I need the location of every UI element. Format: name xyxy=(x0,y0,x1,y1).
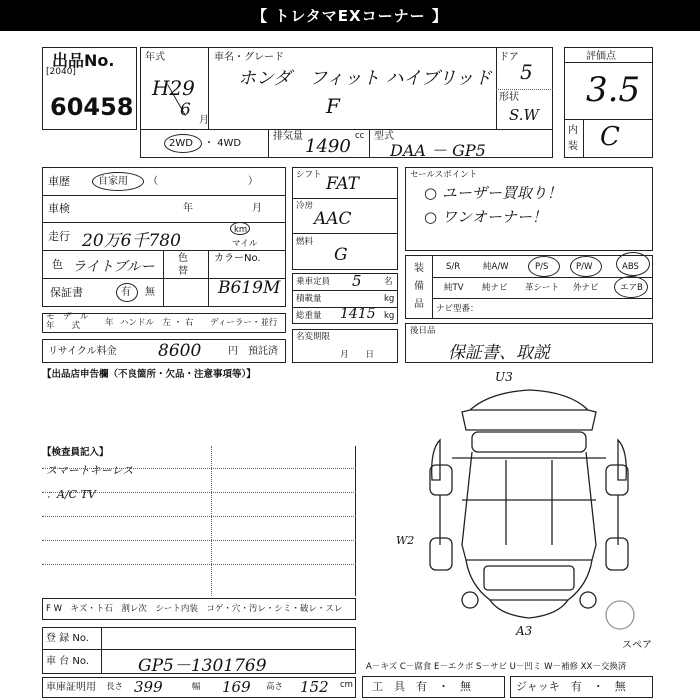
equip-l2: 備 xyxy=(414,281,424,292)
equip-r2-2: 革シート xyxy=(525,283,560,293)
interior-value: C xyxy=(600,122,620,152)
deregist-label: 名変期限 xyxy=(296,332,331,342)
door-value: 5 xyxy=(520,60,533,84)
load-unit: kg xyxy=(384,294,395,304)
color-label: 色 xyxy=(52,258,63,271)
equip-l3: 品 xyxy=(414,299,424,310)
mileage-value: 20万6千780 xyxy=(82,231,181,251)
map-a3: A3 xyxy=(516,624,533,638)
shape-value: S.W xyxy=(509,106,539,124)
cert-unit: cm xyxy=(340,680,353,690)
mileage-unit-km: km xyxy=(234,225,248,235)
lot-number: 60458 xyxy=(50,93,134,121)
engine-value: 1490 xyxy=(305,136,351,157)
airbag-circle xyxy=(614,276,648,298)
cert-len-label: 長さ xyxy=(106,682,124,692)
cert-hei-label: 高さ xyxy=(266,682,284,692)
score-label: 評価点 xyxy=(586,51,616,62)
chassis-value: GP5－1301769 xyxy=(138,656,267,676)
spare-label: スペア xyxy=(622,640,652,651)
equip-r2-1: 純ナビ xyxy=(482,283,508,293)
equip-r1-1: 純A/W xyxy=(483,262,509,272)
warranty-yes: 有 xyxy=(121,287,131,298)
warranty-label: 保証書 xyxy=(50,286,83,299)
color-change-2: 替 xyxy=(178,266,188,277)
map-u3: U3 xyxy=(495,370,513,384)
fuel-value: G xyxy=(334,245,348,265)
recycle-unit: 円 預託済 xyxy=(228,346,278,357)
equip-r2-0: 純TV xyxy=(444,283,464,293)
model-year-l1: モ デ ル xyxy=(46,312,89,322)
color-no-label: カラーNo. xyxy=(214,253,261,264)
color-change-1: 色 xyxy=(178,253,188,264)
equip-r1-2: P/S xyxy=(535,262,549,272)
year-month-unit: 月 xyxy=(199,115,209,126)
cert-wid: 169 xyxy=(222,678,251,696)
equip-r2-3: 外ナビ xyxy=(573,283,599,293)
model-value: DAA － GP5 xyxy=(390,141,486,160)
cooler-value: AAC xyxy=(314,209,352,229)
capacity-value: 5 xyxy=(352,272,362,290)
car-diagram xyxy=(400,370,670,640)
model-year-l2: 年 式 xyxy=(46,321,81,331)
regno-label: 登 録 No. xyxy=(46,633,89,644)
inspector-label: 【検査員記入】 xyxy=(42,447,109,458)
equip-navi: ナビ型番： xyxy=(436,304,479,314)
score-value: 3.5 xyxy=(586,70,641,110)
model-year-dealer: ディーラー・並行 xyxy=(210,318,278,328)
weight-label: 総重量 xyxy=(296,311,322,321)
map-w2: W2 xyxy=(396,534,415,547)
engine-label: 排気量 xyxy=(273,131,303,142)
km-circle xyxy=(230,222,250,235)
inspection-month-unit: 月 xyxy=(252,203,262,214)
car-grade: F xyxy=(326,94,340,118)
after-value: 保証書、取説 xyxy=(448,343,550,363)
model-label: 型式 xyxy=(374,131,394,142)
history-opt: 自家用 xyxy=(98,176,128,187)
legend-text: A－キズ C－腐食 E－エクボ S－サビ U－凹ミ W－補修 XX－交換済 xyxy=(366,662,627,672)
inspection-year-unit: 年 xyxy=(183,203,193,214)
inspection-label: 車検 xyxy=(48,202,70,215)
sheet-header: 【 トレタマEXコーナー 】 xyxy=(0,0,700,31)
car-name: ホンダ フィット ハイブリッド xyxy=(238,68,492,89)
history-label: 車歴 xyxy=(48,175,70,188)
sales-line1: ○ ユーザー買取り！ xyxy=(424,184,562,202)
shift-label: シフト xyxy=(296,170,322,180)
load-label: 積載量 xyxy=(296,294,322,304)
lot-label: 出品No. xyxy=(52,51,115,70)
abs-circle xyxy=(616,252,650,276)
warranty-no: 無 xyxy=(145,287,155,298)
equip-l1: 装 xyxy=(414,263,424,274)
after-label: 後日品 xyxy=(410,326,436,336)
drive-4wd: ・ 4WD xyxy=(204,138,242,149)
engine-unit: cc xyxy=(355,131,365,141)
recycle-value: 8600 xyxy=(158,341,202,361)
shape-label: 形状 xyxy=(499,92,519,103)
defect-text: F W キズ・ト石 割レ次 シート内装 コゲ・穴・汚レ・シミ・破レ・スレ xyxy=(46,604,343,614)
lot-tag: [2040] xyxy=(46,67,76,77)
capacity-unit: 名 xyxy=(384,277,393,287)
sales-line2: ○ ワンオーナー！ xyxy=(424,208,547,226)
chassis-label: 車 台 No. xyxy=(46,656,89,667)
capacity-label: 乗車定員 xyxy=(296,277,331,287)
pw-circle xyxy=(570,256,602,277)
jack-label: ジャッキ 有 ・ 無 xyxy=(516,680,626,693)
equip-r1-0: S/R xyxy=(446,262,461,272)
interior-label-2: 装 xyxy=(568,141,578,152)
mileage-label: 走行 xyxy=(48,230,70,243)
weight-value: 1415 xyxy=(340,306,376,322)
declare-label: 【出品店申告欄（不良箇所・欠品・注意事項等）】 xyxy=(42,369,256,380)
color-value: ライトブルー xyxy=(72,259,155,275)
mileage-unit-mile: マイル xyxy=(232,239,258,249)
cooler-label: 冷房 xyxy=(296,201,314,211)
history-paren: （ ） xyxy=(148,176,258,187)
cert-len: 399 xyxy=(134,678,163,696)
cert-label: 車庫証明用 xyxy=(46,682,96,693)
cert-wid-label: 幅 xyxy=(192,682,201,692)
sales-label: セールスポイント xyxy=(410,170,478,180)
car-label: 車名・グレード xyxy=(214,52,284,63)
weight-unit: kg xyxy=(384,311,395,321)
deregist-unit: 月 日 xyxy=(340,350,375,360)
door-label: ドア xyxy=(499,52,519,63)
interior-label-1: 内 xyxy=(568,125,578,136)
drive-2wd: 2WD xyxy=(169,138,193,149)
tools-label: 工 具 有 ・ 無 xyxy=(372,680,471,693)
equip-r1-3: P/W xyxy=(576,262,593,272)
recycle-label: リサイクル料金 xyxy=(48,346,117,357)
color-no-value: B619M xyxy=(218,278,281,298)
year-label: 年式 xyxy=(145,52,165,63)
cert-hei: 152 xyxy=(300,678,329,696)
equip-r2-4: エアB xyxy=(620,283,643,293)
inspector-line2: ：A/C TV xyxy=(46,488,96,501)
model-year-handle: ハンドル 左 ・ 右 xyxy=(120,318,194,328)
inspector-line1: スマートキーレス xyxy=(46,464,134,477)
fuel-label: 燃料 xyxy=(296,237,314,247)
year-month: 6 xyxy=(180,100,191,120)
shift-value: FAT xyxy=(326,174,360,194)
year-era: H29 xyxy=(152,76,195,100)
model-year-unit: 年 xyxy=(105,318,114,328)
ps-circle xyxy=(528,256,560,277)
equip-r1-4: ABS xyxy=(622,262,639,272)
